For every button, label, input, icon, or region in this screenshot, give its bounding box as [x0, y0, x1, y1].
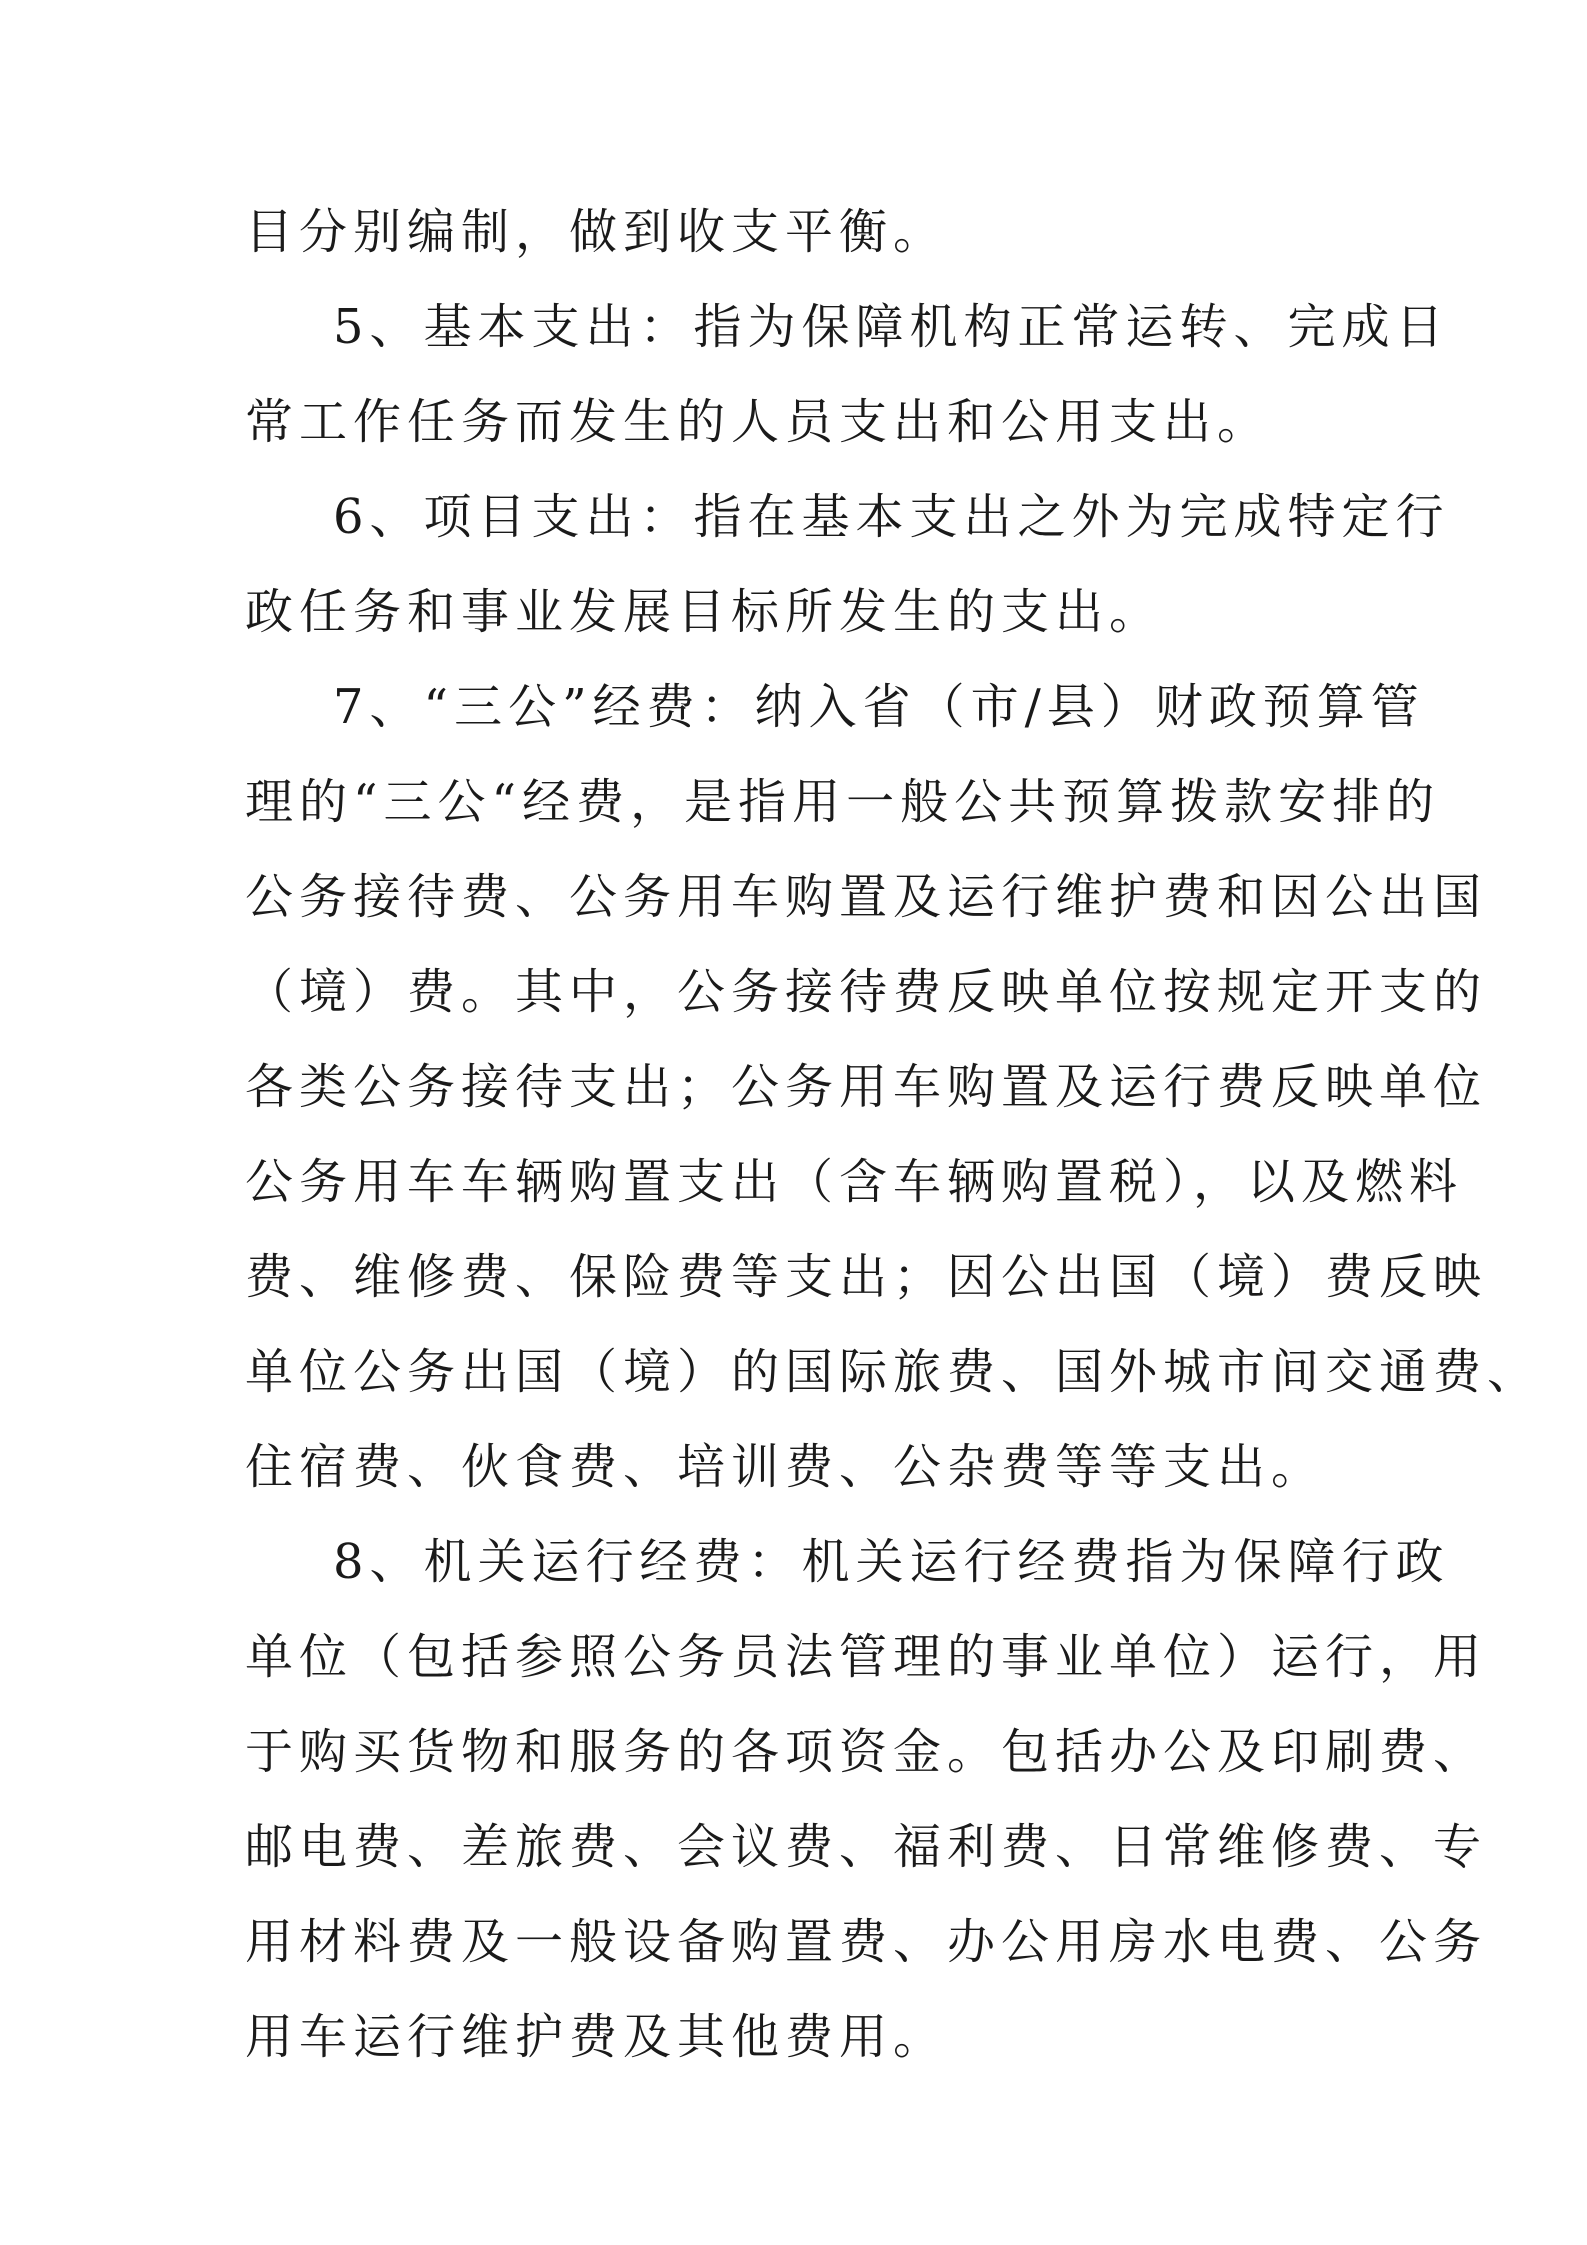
text-line: （境）费。其中，公务接待费反映单位按规定开支的: [245, 964, 1488, 1020]
text-line: 用材料费及一般设备购置费、办公用房水电费、公务: [245, 1914, 1488, 1970]
text-line: 理的“三公“经费，是指用一般公共预算拨款安排的: [245, 774, 1441, 830]
text-line: 住宿费、伙食费、培训费、公杂费等等支出。: [245, 1439, 1326, 1495]
text-line: 公务用车车辆购置支出（含车辆购置税），以及燃料: [245, 1154, 1464, 1210]
text-line-item-5: 5、基本支出：指为保障机构正常运转、完成日: [333, 299, 1450, 355]
text-line: 各类公务接待支出；公务用车购置及运行费反映单位: [245, 1059, 1488, 1115]
text-line: 政任务和事业发展目标所发生的支出。: [245, 584, 1164, 640]
text-line: 费、维修费、保险费等支出；因公出国（境）费反映: [245, 1249, 1488, 1305]
text-line: 用车运行维护费及其他费用。: [245, 2009, 948, 2065]
text-line-item-7: 7、“三公”经费：纳入省（市/县）财政预算管: [333, 679, 1425, 735]
text-line: 公务接待费、公务用车购置及运行维护费和因公出国: [245, 869, 1488, 925]
text-line-item-8: 8、机关运行经费：机关运行经费指为保障行政: [333, 1534, 1450, 1590]
text-line: 单位（包括参照公务员法管理的事业单位）运行，用: [245, 1629, 1488, 1685]
text-line: 单位公务出国（境）的国际旅费、国外城市间交通费、: [245, 1344, 1542, 1400]
text-line: 常工作任务而发生的人员支出和公用支出。: [245, 394, 1272, 450]
text-line: 目分别编制，做到收支平衡。: [245, 204, 948, 260]
text-line: 于购买货物和服务的各项资金。包括办公及印刷费、: [245, 1724, 1488, 1780]
body-text: [245, 185, 1542, 2085]
text-line-item-6: 6、项目支出：指在基本支出之外为完成特定行: [333, 489, 1450, 545]
text-line: 邮电费、差旅费、会议费、福利费、日常维修费、专: [245, 1819, 1488, 1875]
